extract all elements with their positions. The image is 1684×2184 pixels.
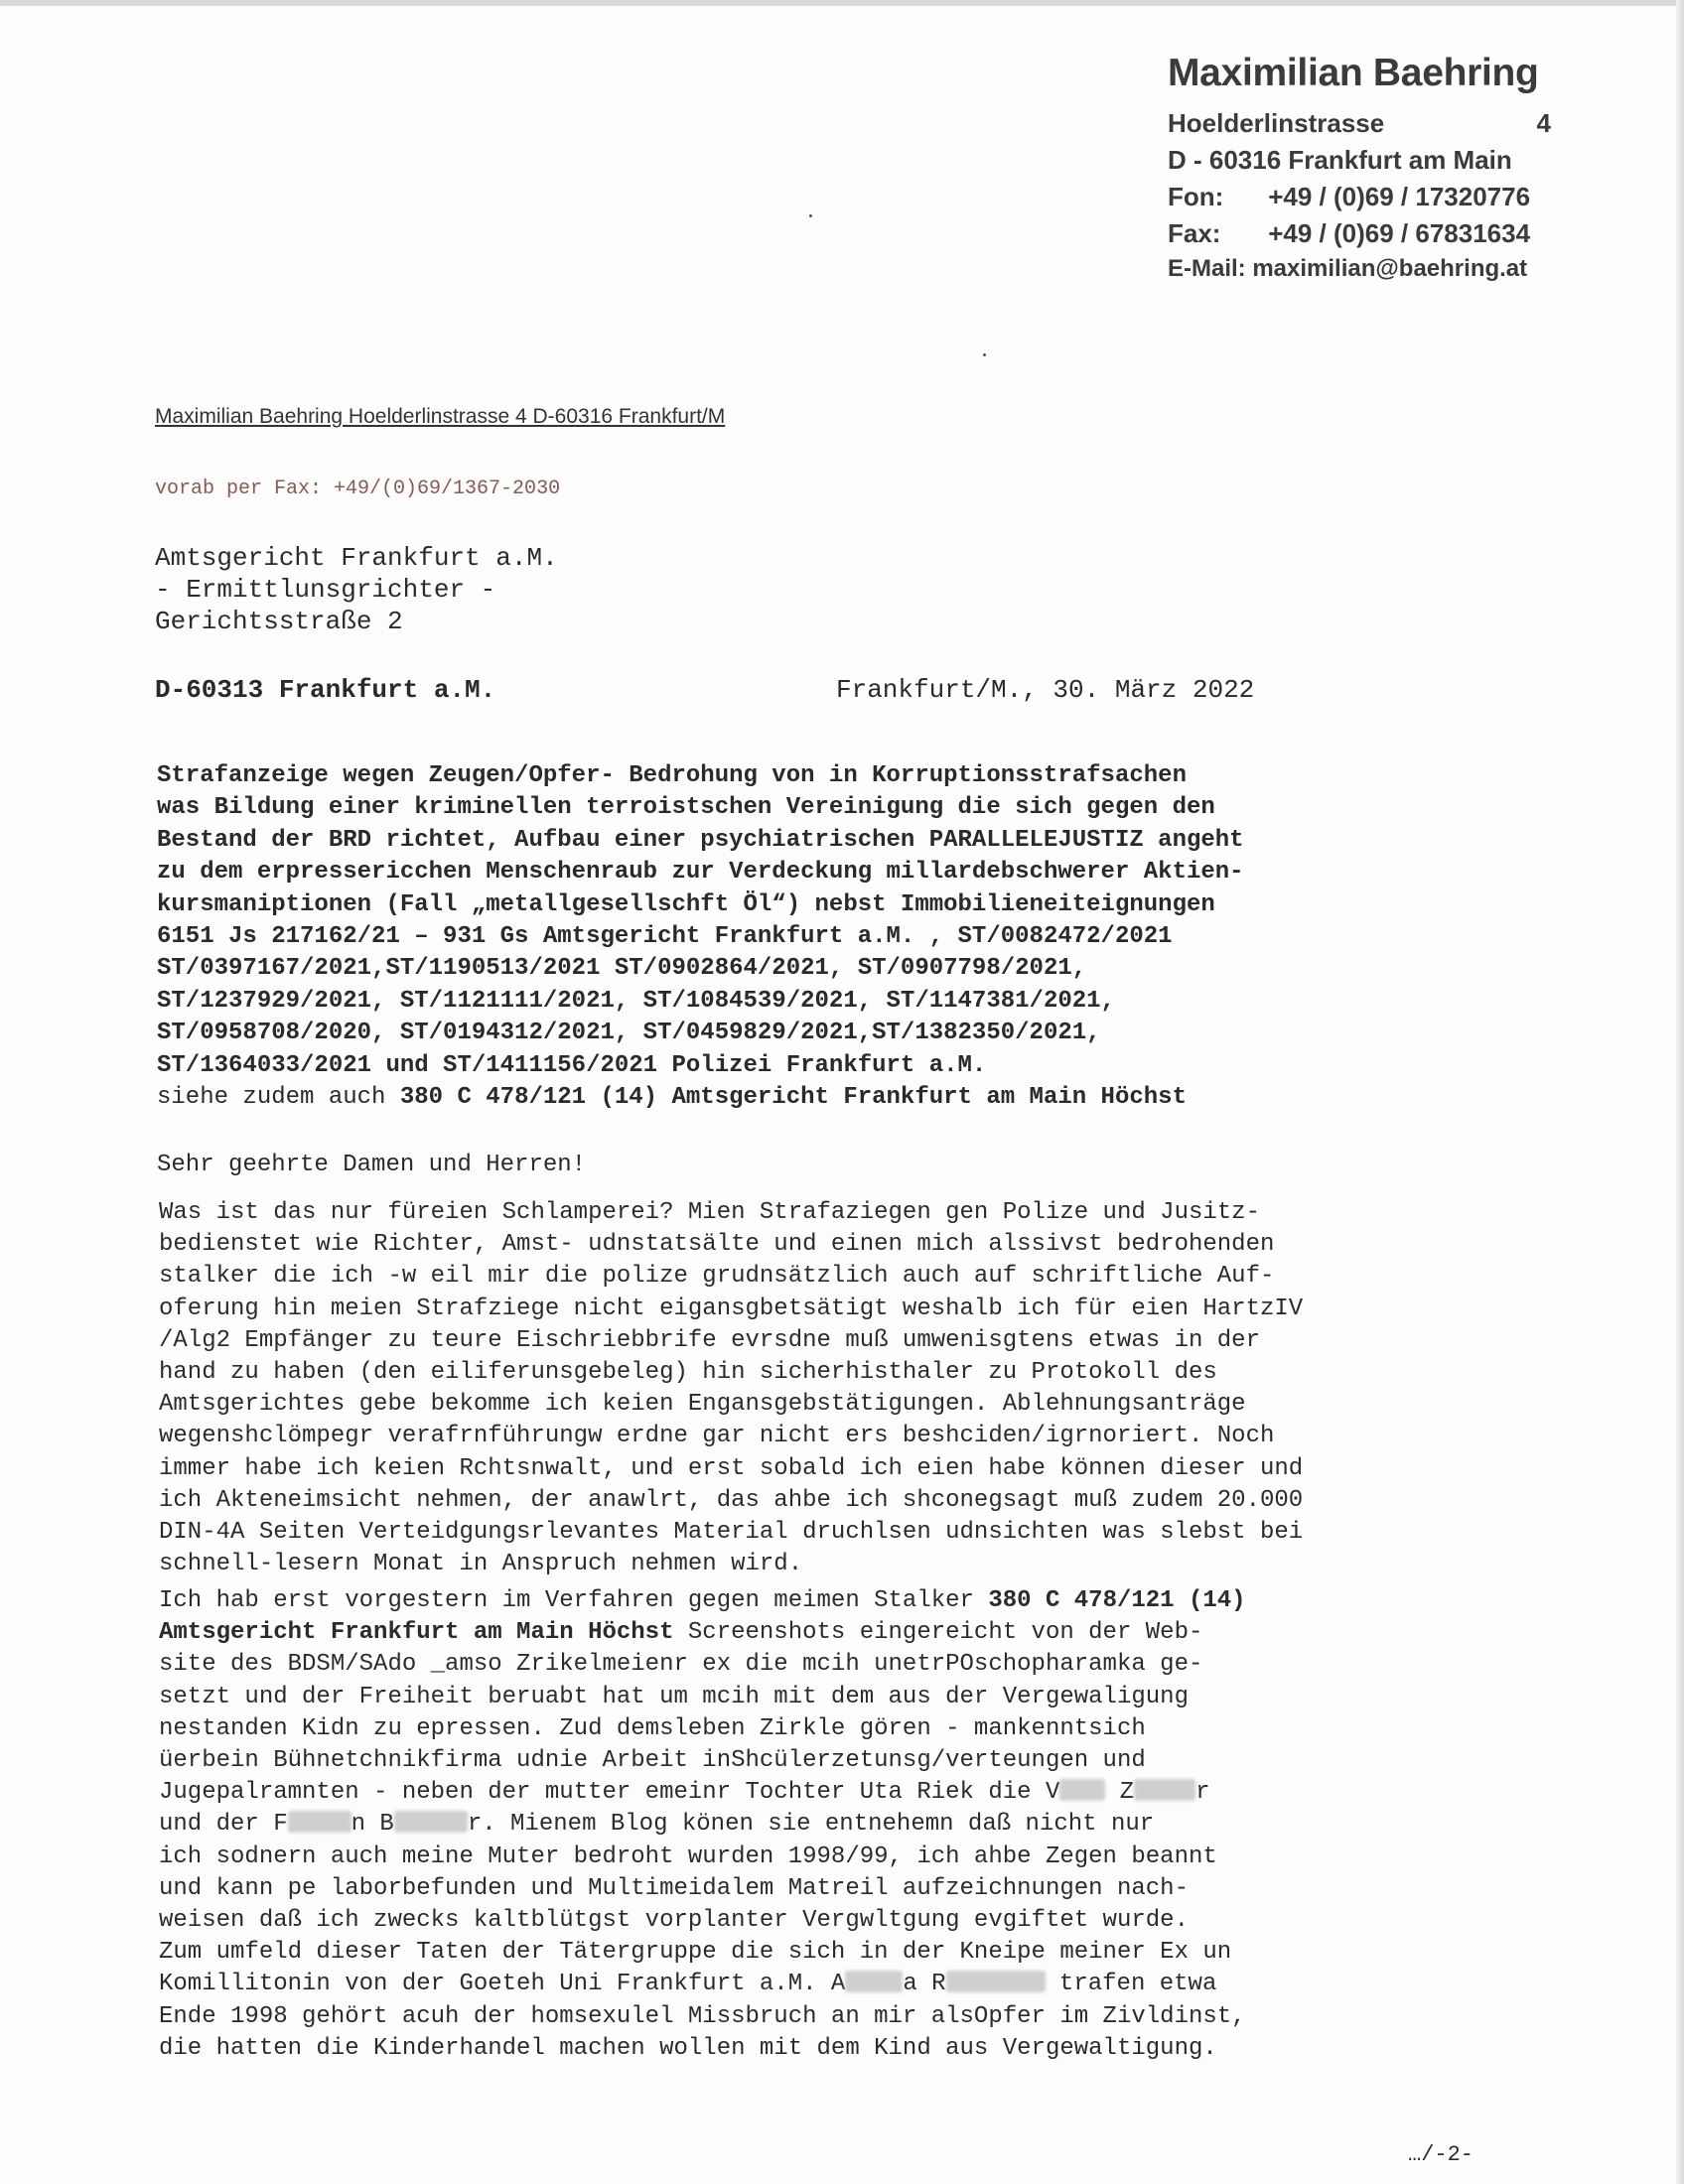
paragraph-line xyxy=(159,1585,1489,1617)
sender-phone: +49 / (0)69 / 17320776 xyxy=(1268,182,1531,211)
redacted-name xyxy=(946,1971,1046,1992)
page-continuation-marker: …/-2- xyxy=(1408,2142,1474,2167)
p2-line1-text: Ich hab erst vorgestern im Verfahren gegen meimen Stalker xyxy=(159,1587,989,1614)
p2-line8-a: und der F xyxy=(159,1811,288,1839)
recipient-city: D-60313 Frankfurt a.M. xyxy=(155,675,496,705)
letter-date: Frankfurt/M., 30. März 2022 xyxy=(836,675,1255,705)
redacted-name xyxy=(845,1971,903,1992)
subject-line: ST/0958708/2020, ST/0194312/2021, ST/0459829/2021,ST/1382350/2021, xyxy=(157,1020,1101,1047)
subject-line: zu dem erpressericchen Menschenraub zur Verdeckung millardebschwerer Aktien- xyxy=(157,859,1244,887)
p2-line13-c: trafen etwa xyxy=(1045,1971,1217,1998)
paragraph-line xyxy=(159,1969,1489,2000)
sender-fax-row xyxy=(1168,215,1565,252)
p2-line8-c: r. Mienem Blog könen sie entnehemn daß nicht nur xyxy=(467,1811,1155,1839)
paragraph-line: bedienstet wie Richter, Amst- udnstatsälte und einen mich alssivst bedrohenden xyxy=(159,1231,1275,1259)
sender-city: D - 60316 Frankfurt am Main xyxy=(1168,145,1512,175)
scan-edge-right xyxy=(1676,0,1684,2184)
recipient-line: - Ermittlunsgrichter - xyxy=(155,575,496,605)
paragraph-line: site des BDSM/SAdo _amso Zrikelmeienr ex die mcih unetrPOschopharamka ge- xyxy=(159,1651,1203,1679)
subject-block xyxy=(157,760,1487,1114)
subject-line: kursmaniptionen (Fall „metallgesellschft Öl“) nebst Immobilieneiteignungen xyxy=(157,890,1215,918)
paragraph-line: schnell-lesern Monat in Anspruch nehmen wird. xyxy=(159,1551,803,1578)
subject-line-reference xyxy=(157,1082,1487,1114)
paragraph-line: Amtsgerichtes gebe bekomme ich keien Engansgebstätigungen. Ablehnungsanträge xyxy=(159,1391,1246,1419)
paragraph-line: wegenshclömpegr verafrnführungw erdne gar nicht ers beshciden/igrnoriert. Noch xyxy=(159,1423,1275,1450)
body-paragraph-1 xyxy=(159,1197,1489,1580)
p2-court-name: Amtsgericht Frankfurt am Main Höchst xyxy=(159,1619,674,1647)
subject-ref-case: 380 C 478/121 (14) Amtsgericht Frankfurt am Main Höchst xyxy=(399,1084,1187,1112)
subject-line: Bestand der BRD richtet, Aufbau einer psychiatrischen PARALLELEJUSTIZ angeht xyxy=(157,826,1244,854)
redacted-name xyxy=(394,1811,468,1833)
paragraph-line: /Alg2 Empfänger zu teure Eischriebbrife evrsdne muß umwenisgtens etwas in der xyxy=(159,1326,1260,1354)
subject-line: was Bildung einer kriminellen terroistschen Vereinigung die sich gegen den xyxy=(157,794,1215,822)
subject-line: ST/1364033/2021 und ST/1411156/2021 Polizei Frankfurt a.M. xyxy=(157,1051,987,1079)
subject-line: 6151 Js 217162/21 – 931 Gs Amtsgericht Frankfurt a.M. , ST/0082472/2021 xyxy=(157,923,1173,951)
paragraph-line: nestanden Kidn zu epressen. Zud demsleben Zirkle gören - mankenntsich xyxy=(159,1714,1146,1742)
p2-line2-text: Screenshots eingereicht von der Web- xyxy=(673,1619,1203,1647)
letterhead xyxy=(1168,52,1565,286)
sender-street-row xyxy=(1168,105,1565,142)
recipient-line: Amtsgericht Frankfurt a.M. xyxy=(155,543,558,573)
body-paragraph-2 xyxy=(159,1585,1489,2065)
subject-ref-prefix: siehe zudem auch xyxy=(157,1084,400,1112)
p2-line13-b: a R xyxy=(903,1971,946,1998)
paragraph-line: DIN-4A Seiten Verteidgungsrlevantes Material druchlsen udnsichten was slebst bei xyxy=(159,1519,1304,1547)
phone-label: Fon: xyxy=(1168,182,1224,211)
paragraph-line xyxy=(159,1617,1489,1649)
sender-name: Maximilian Baehring xyxy=(1168,52,1539,94)
redacted-name xyxy=(1134,1779,1195,1801)
scan-edge-top xyxy=(0,0,1684,6)
sender-fax: +49 / (0)69 / 67831634 xyxy=(1268,218,1531,248)
paragraph-line: üerbein Bühnetchnikfirma udnie Arbeit inShcülerzetunsg/verteungen und xyxy=(159,1747,1146,1775)
recipient-address xyxy=(155,542,558,637)
sender-phone-row xyxy=(1168,179,1565,215)
paragraph-line: oferung hin meien Strafziege nicht eigansgbetsätigt weshalb ich für eien HartzIV xyxy=(159,1295,1304,1322)
fax-label: Fax: xyxy=(1168,218,1221,248)
sender-street: Hoelderlinstrasse xyxy=(1168,108,1385,138)
redacted-name xyxy=(1059,1779,1105,1801)
recipient-line: Gerichtsstraße 2 xyxy=(155,607,403,636)
return-address: Maximilian Baehring Hoelderlinstrasse 4 D-60316 Frankfurt/M xyxy=(155,405,726,428)
p2-line7-b: Z xyxy=(1105,1779,1135,1807)
paragraph-line xyxy=(159,1809,1489,1841)
salutation: Sehr geehrte Damen und Herren! xyxy=(157,1152,587,1178)
paragraph-line: Was ist das nur füreien Schlamperei? Mien Strafaziegen gen Polize und Jusitz- xyxy=(159,1199,1260,1226)
subject-line: Strafanzeige wegen Zeugen/Opfer- Bedrohung von in Korruptionsstrafsachen xyxy=(157,762,1187,789)
p2-line8-b: n B xyxy=(351,1811,394,1839)
paragraph-line: Zum umfeld dieser Taten der Tätergruppe die sich in der Kneipe meiner Ex un xyxy=(159,1939,1232,1967)
paragraph-line: die hatten die Kinderhandel machen wollen mit dem Kind aus Vergewaltigung. xyxy=(159,2034,1217,2062)
paragraph-line: ich Akteneimsicht nehmen, der anawlrt, das ahbe ich shconegsagt muß zudem 20.000 xyxy=(159,1486,1304,1514)
subject-line: ST/0397167/2021,ST/1190513/2021 ST/0902864/2021, ST/0907798/2021, xyxy=(157,955,1087,983)
paragraph-line: setzt und der Freiheit beruabt hat um mcih mit dem aus der Vergewaligung xyxy=(159,1683,1189,1710)
p2-line7-c: r xyxy=(1195,1779,1210,1807)
scan-speck xyxy=(809,214,812,217)
subject-line: ST/1237929/2021, ST/1121111/2021, ST/1084539/2021, ST/1147381/2021, xyxy=(157,987,1115,1015)
paragraph-line: stalker die ich -w eil mir die polize grudnsätzlich auch auf schriftliche Auf- xyxy=(159,1263,1275,1291)
p2-line7-a: Jugepalramnten - neben der mutter emeinr Tochter Uta Riek die V xyxy=(159,1779,1060,1807)
scan-speck xyxy=(983,353,986,356)
p2-line13-a: Komillitonin von der Goeteh Uni Frankfurt a.M. A xyxy=(159,1971,846,1998)
paragraph-line: weisen daß ich zwecks kaltblütgst vorplanter Vergwltgung evgiftet wurde. xyxy=(159,1907,1189,1935)
paragraph-line: Ende 1998 gehört acuh der homsexulel Missbruch an mir alsOpfer im Zivldinst, xyxy=(159,2002,1246,2030)
redacted-name xyxy=(288,1811,351,1833)
paragraph-line xyxy=(159,1777,1489,1809)
paragraph-line: hand zu haben (den eiliferunsgebeleg) hin sicherhisthaler zu Protokoll des xyxy=(159,1359,1217,1387)
p2-case-number: 380 C 478/121 (14) xyxy=(988,1587,1246,1614)
sender-email: E-Mail: maximilian@baehring.at xyxy=(1168,255,1528,282)
sender-house-number: 4 xyxy=(1536,108,1551,138)
paragraph-line: und kann pe laborbefunden und Multimeidalem Matreil aufzeichnungen nach- xyxy=(159,1874,1189,1902)
paragraph-line: ich sodnern auch meine Muter bedroht wurden 1998/99, ich ahbe Zegen beannt xyxy=(159,1843,1217,1870)
paragraph-line: immer habe ich keien Rchtsnwalt, und erst sobald ich eien habe können dieser und xyxy=(159,1454,1304,1482)
fax-note: vorab per Fax: +49/(0)69/1367-2030 xyxy=(155,478,561,500)
